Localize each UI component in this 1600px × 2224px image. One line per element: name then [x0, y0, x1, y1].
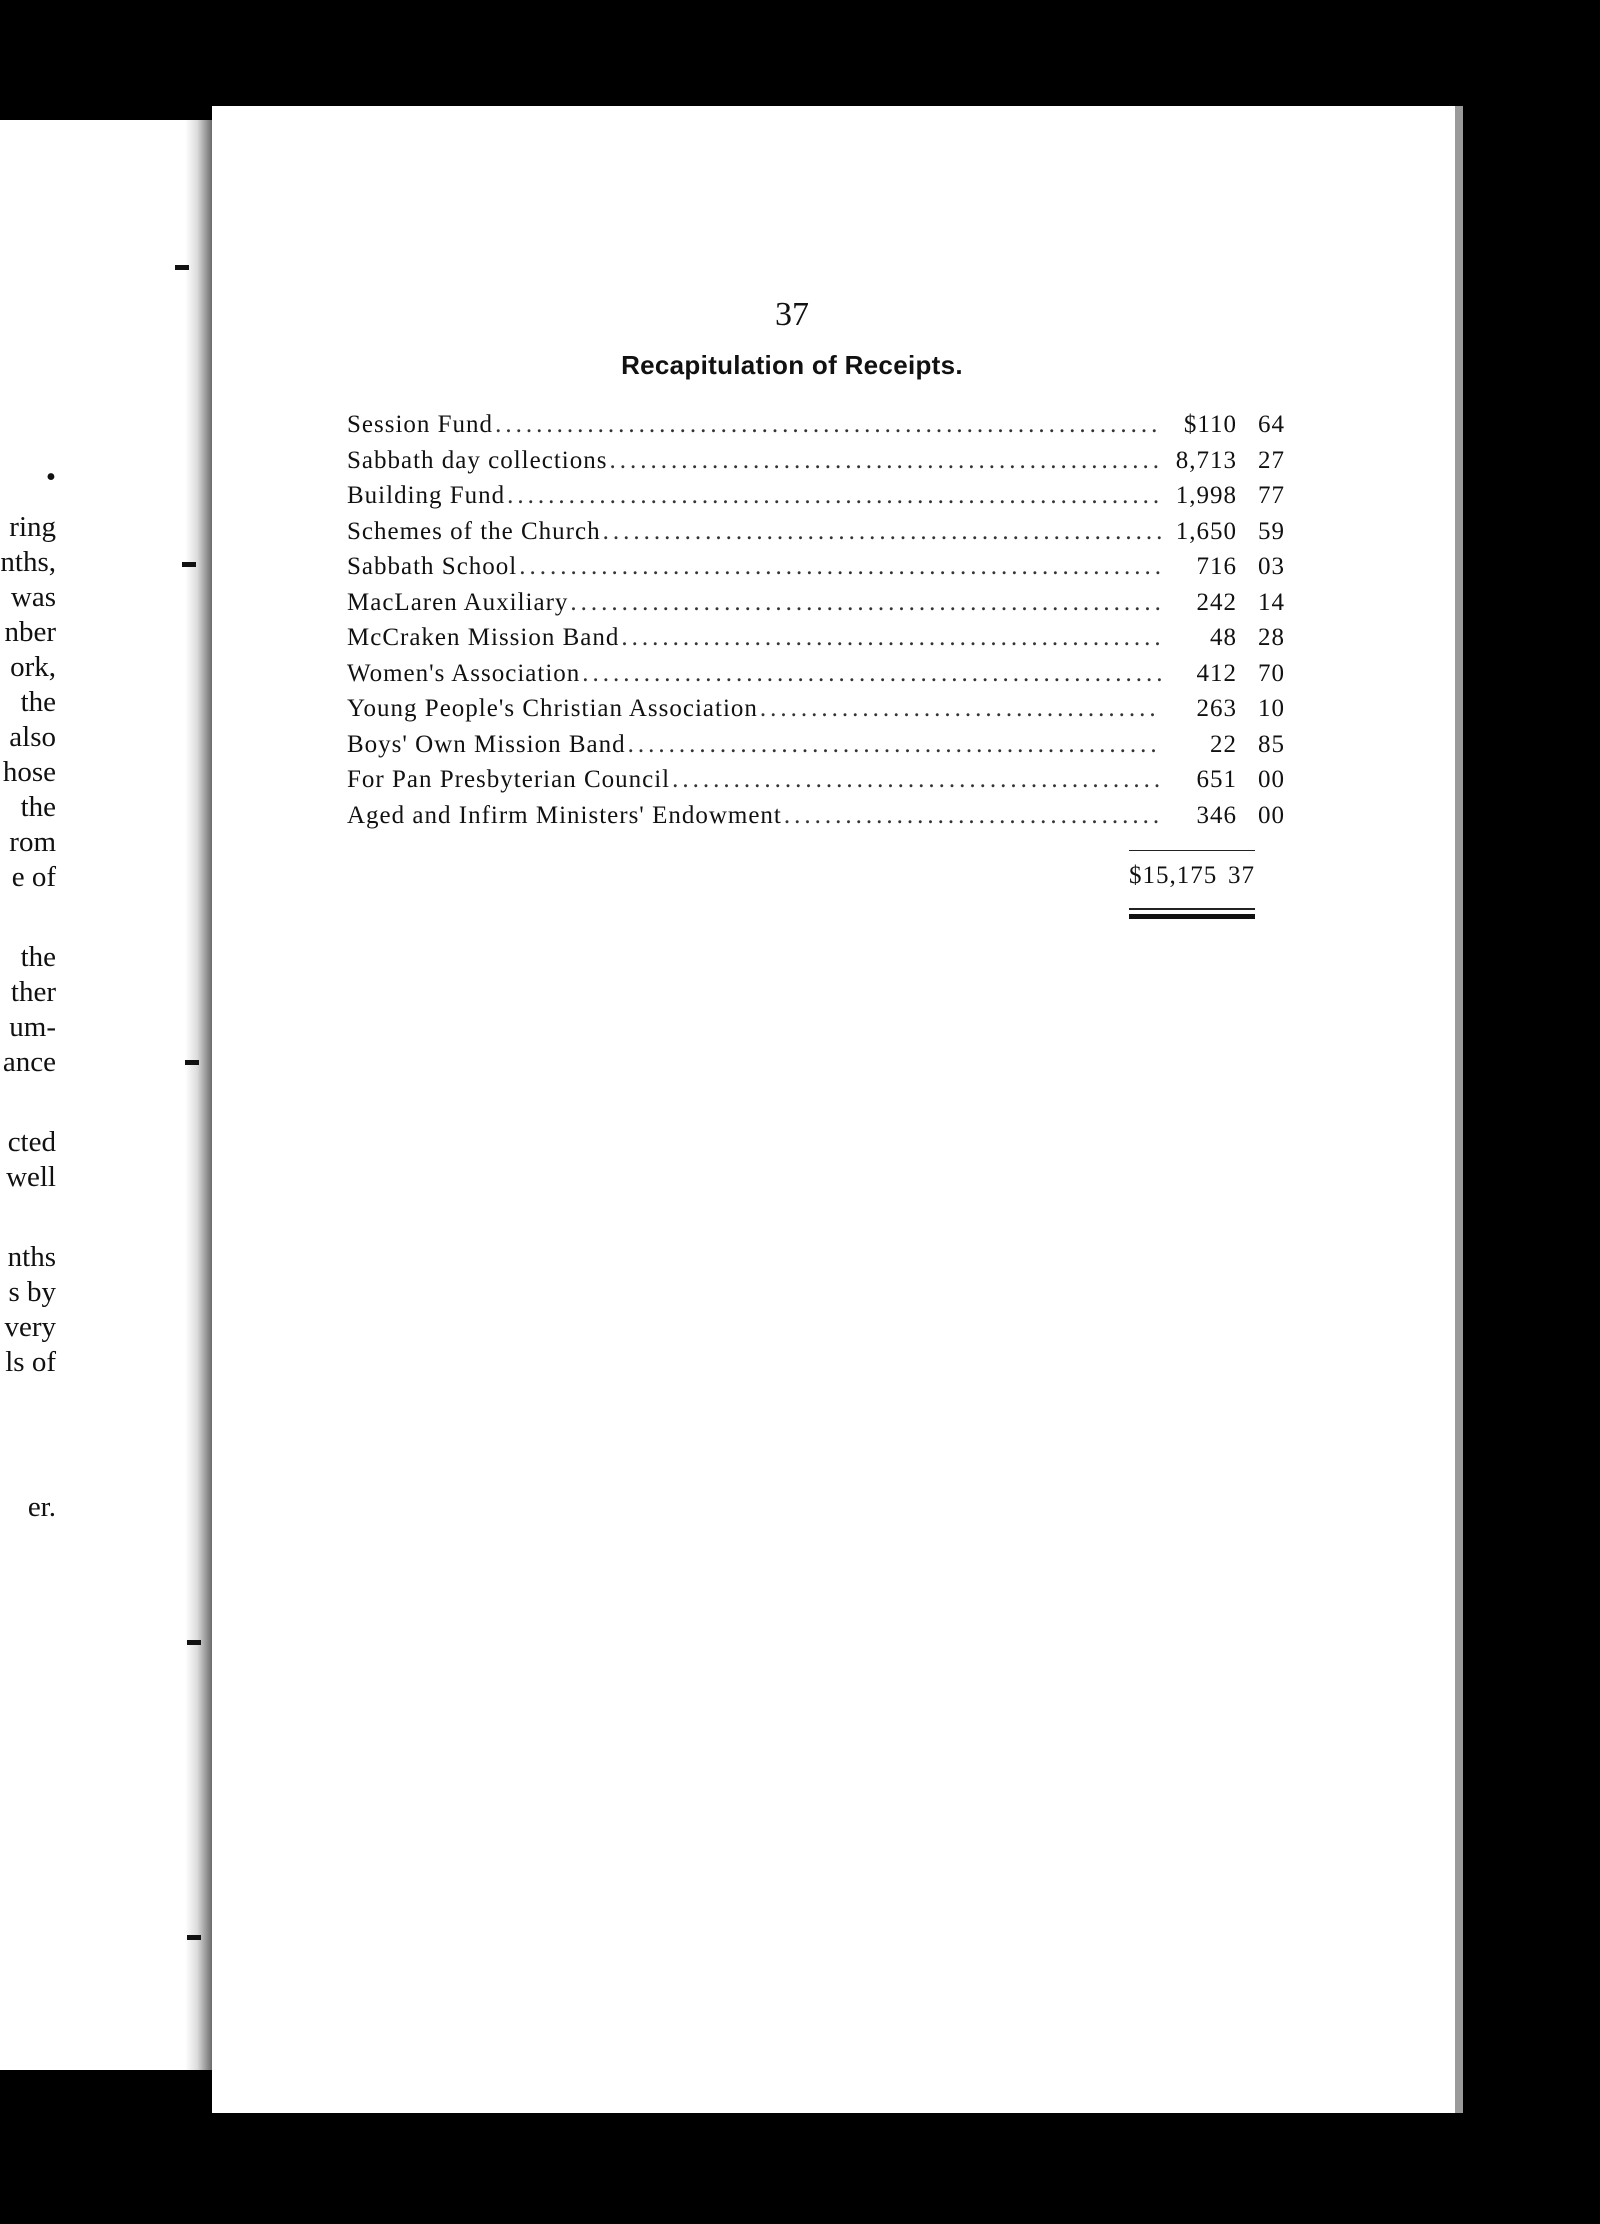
ledger-label: For Pan Presbyterian Council — [347, 766, 671, 793]
left-page-line: e of — [11, 861, 56, 893]
double-rule-top — [1129, 908, 1255, 910]
total-row — [1129, 862, 1255, 890]
ledger-dollars: 651 — [1196, 766, 1237, 793]
ledger-dollars: 412 — [1196, 659, 1237, 687]
ledger-dollars: 1,650 — [1175, 517, 1237, 545]
ledger-label: Building Fund — [347, 482, 506, 509]
ledger-dollars: 716 — [1196, 553, 1237, 580]
leader-dots — [621, 624, 1161, 652]
left-page-line: the — [20, 686, 56, 718]
left-page-line: nths — [7, 1241, 56, 1273]
double-rule-bottom — [1129, 914, 1255, 919]
ledger-cents: 64 — [1258, 411, 1285, 438]
leader-dots — [507, 482, 1161, 510]
page-number: 37 — [775, 296, 809, 333]
left-page-line: very — [4, 1311, 56, 1343]
left-page-line: • — [45, 461, 56, 493]
left-page-line: the — [20, 791, 56, 823]
ledger-cents: 59 — [1258, 517, 1285, 545]
ledger-cents: 03 — [1258, 553, 1285, 580]
ledger-dollars: 346 — [1196, 801, 1237, 829]
binding-stitch — [187, 1935, 201, 1940]
left-page-line: well — [6, 1161, 56, 1193]
ledger-cents: 00 — [1258, 766, 1285, 793]
ledger-dollars: 22 — [1210, 730, 1237, 758]
ledger-label: Sabbath day collections — [347, 446, 608, 474]
leader-dots — [570, 589, 1161, 617]
ledger-dollars: 263 — [1196, 695, 1237, 722]
ledger-row — [347, 589, 1285, 625]
leader-dots — [609, 447, 1161, 475]
ledger-cents: 70 — [1258, 659, 1285, 687]
ledger-cents: 85 — [1258, 730, 1285, 758]
ledger-row — [347, 731, 1285, 767]
left-page-line: ls of — [5, 1346, 56, 1378]
total-cents: 37 — [1228, 862, 1255, 889]
receipts-ledger — [347, 411, 1285, 837]
ledger-label: Schemes of the Church — [347, 517, 601, 545]
left-page-line: nths, — [0, 546, 56, 578]
ledger-label: Aged and Infirm Ministers' Endowment — [347, 801, 782, 829]
ledger-dollars: 1,998 — [1175, 482, 1237, 509]
ledger-label: Women's Association — [347, 659, 581, 687]
left-facing-page — [0, 120, 200, 2070]
leader-dots — [628, 731, 1161, 759]
left-page-line: was — [10, 581, 56, 613]
binding-stitch — [182, 562, 196, 567]
ledger-row — [347, 482, 1285, 518]
ledger-cents: 10 — [1258, 695, 1285, 722]
left-page-line: the — [20, 941, 56, 973]
ledger-dollars: 242 — [1196, 588, 1237, 616]
binding-stitch — [187, 1640, 201, 1645]
leader-dots — [672, 766, 1161, 794]
ledger-dollars: $110 — [1183, 411, 1237, 438]
total-dollars: $15,175 — [1129, 862, 1218, 889]
leader-dots — [495, 411, 1161, 439]
left-page-line: nber — [4, 616, 56, 648]
book-gutter — [185, 120, 215, 2070]
left-page-line: s by — [8, 1276, 56, 1308]
ledger-row — [347, 660, 1285, 696]
ledger-dollars: 8,713 — [1175, 446, 1237, 474]
ledger-cents: 28 — [1258, 624, 1285, 651]
left-page-line: um- — [9, 1011, 56, 1043]
sum-rule — [1129, 850, 1255, 851]
leader-dots — [760, 695, 1161, 723]
left-page-line: rom — [9, 826, 56, 858]
leader-dots — [603, 518, 1161, 546]
leader-dots — [519, 553, 1161, 581]
ledger-row — [347, 447, 1285, 483]
ledger-dollars: 48 — [1210, 624, 1237, 651]
ledger-row — [347, 518, 1285, 554]
ledger-row — [347, 695, 1285, 731]
left-page-line: ther — [10, 976, 56, 1008]
ledger-label: MacLaren Auxiliary — [347, 588, 569, 616]
ledger-label: Young People's Christian Association — [347, 695, 758, 722]
ledger-row — [347, 802, 1285, 838]
left-page-line: ring — [9, 511, 56, 543]
binding-stitch — [185, 1060, 199, 1065]
ledger-cents: 27 — [1258, 446, 1285, 474]
ledger-label: McCraken Mission Band — [347, 624, 620, 651]
left-page-line: er. — [27, 1491, 56, 1523]
left-page-line: hose — [2, 756, 56, 788]
ledger-label: Session Fund — [347, 411, 494, 438]
main-page — [212, 106, 1463, 2113]
left-page-line: ance — [2, 1046, 56, 1078]
ledger-row — [347, 766, 1285, 802]
leader-dots — [784, 802, 1161, 830]
ledger-cents: 00 — [1258, 801, 1285, 829]
ledger-row — [347, 411, 1285, 447]
left-page-line: cted — [7, 1126, 56, 1158]
ledger-cents: 77 — [1258, 482, 1285, 509]
binding-stitch — [175, 265, 189, 270]
ledger-row — [347, 553, 1285, 589]
left-page-line: also — [9, 721, 56, 753]
page-title: Recapitulation of Receipts. — [621, 350, 963, 380]
ledger-label: Sabbath School — [347, 553, 518, 580]
ledger-cents: 14 — [1258, 588, 1285, 616]
left-page-line: ork, — [10, 651, 56, 683]
ledger-label: Boys' Own Mission Band — [347, 730, 626, 758]
leader-dots — [582, 660, 1161, 688]
ledger-row — [347, 624, 1285, 660]
